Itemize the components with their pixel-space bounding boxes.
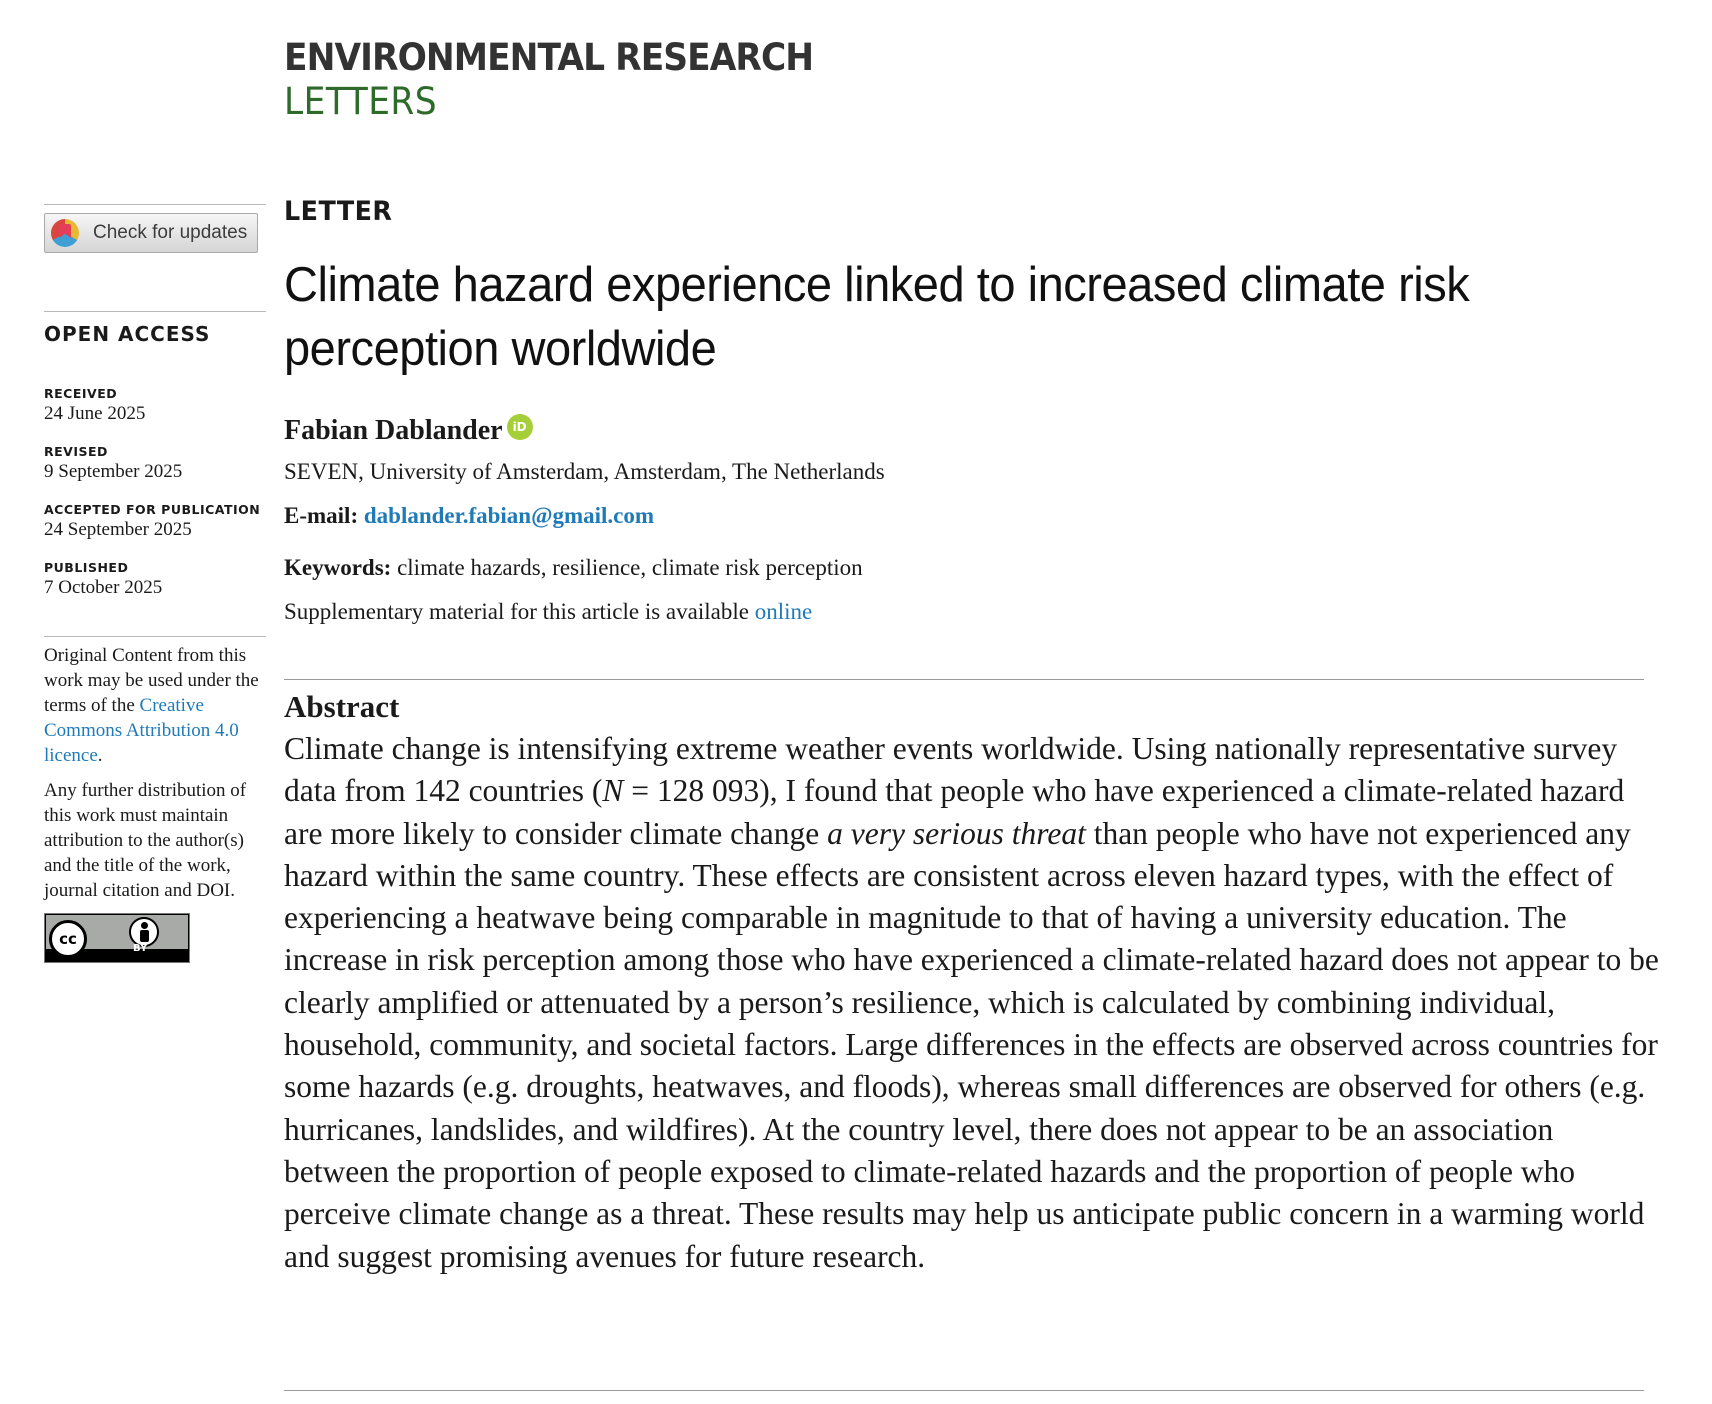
email-link[interactable]: dablander.fabian@gmail.com: [363, 503, 655, 528]
date-label: ACCEPTED FOR PUBLICATION: [44, 502, 261, 517]
by-label: BY: [133, 943, 148, 954]
sidebar: [44, 204, 266, 963]
abstract-body: [284, 728, 1659, 1278]
keywords-label: Keywords:: [284, 555, 392, 580]
date-label: REVISED: [44, 444, 108, 459]
journal-name-line1: ENVIRONMENTAL RESEARCH: [284, 36, 814, 79]
license-further: Any further distribution of this work must maintain attribution to the author(s) and the title of the work, journal citation and DOI.: [44, 780, 247, 901]
email-row: [284, 501, 1644, 531]
date-value: 24 September 2025: [44, 519, 192, 540]
email-label: E-mail:: [284, 503, 359, 528]
open-access-label: OPEN ACCESS: [44, 311, 266, 346]
supplementary-online-link[interactable]: online: [754, 599, 813, 624]
date-value: 7 October 2025: [44, 577, 163, 598]
article-title: Climate hazard experience linked to increased climate risk perception worldwide: [284, 258, 1470, 376]
cc-icon: cc: [49, 920, 87, 958]
abstract-n-value: = 128 093), I found that people who have experienced a climate-related hazard are more likely to consider climate change: [284, 773, 1625, 851]
date-value: 9 September 2025: [44, 461, 183, 482]
date-published: [44, 560, 266, 600]
author-name[interactable]: Fabian Dablander: [284, 415, 503, 446]
supplementary-row: [284, 597, 1644, 627]
check-for-updates-button[interactable]: [44, 213, 258, 253]
abstract-section: [284, 679, 1659, 1278]
abstract-part1: Climate change is intensifying extreme weather events worldwide. Using nationally representative survey data from 142 countries (: [284, 731, 1618, 809]
check-for-updates-label: Check for updates: [93, 222, 248, 243]
date-label: PUBLISHED: [44, 560, 129, 575]
abstract-emphasis: a very serious threat: [827, 815, 1086, 851]
abstract-heading: Abstract: [284, 689, 400, 724]
license-text: [44, 643, 266, 768]
author-row: [284, 415, 1644, 447]
cc-by-badge[interactable]: [44, 913, 190, 963]
affiliation: SEVEN, University of Amsterdam, Amsterdam, The Netherlands: [284, 459, 885, 484]
supplementary-text: Supplementary material for this article is available: [284, 599, 755, 624]
license-notice: [44, 636, 266, 963]
keywords-row: [284, 553, 1644, 583]
article-type: LETTER: [284, 196, 393, 227]
abstract-part2: than people who have not experienced any hazard within the same country. These effects are consistent across eleven hazard types, with the effect of experiencing a heatwave being comparable in magnitude to that of having a university education. The increase in risk perception among those who have experienced a climate-related hazard does not appear to be clearly amplified or attenuated by a person’s resilience, which is calculated by combining individual, household, community, and societal factors. Large differences in the effects are observed across countries for some hazards (e.g. droughts, heatwaves, and floods), whereas small differences are observed for others (e.g. hurricanes, landslides, and wildfires). At the country level, there does not appear to be an association between the proportion of people exposed to climate-related hazards and the proportion of people who perceive climate change as a threat. These results may help us anticipate public concern in a warming world and suggest promising avenues for future research.: [284, 815, 1659, 1274]
date-label: RECEIVED: [44, 386, 118, 401]
date-revised: [44, 444, 266, 484]
keywords-value: climate hazards, resilience, climate risk perception: [397, 555, 863, 580]
journal-logo: [284, 36, 853, 124]
n-symbol: N: [602, 773, 624, 809]
license-text-before: Original Content from this work may be used under the terms of the: [44, 645, 259, 716]
article-main: [284, 196, 1659, 1278]
divider: [44, 204, 266, 205]
bottom-divider: [284, 1390, 1644, 1391]
date-received: [44, 386, 266, 426]
date-accepted: [44, 502, 266, 542]
crossmark-icon: [51, 219, 79, 247]
date-value: 24 June 2025: [44, 403, 146, 424]
journal-name-line2: LETTERS: [284, 80, 438, 123]
license-text-after: .: [97, 745, 103, 766]
publication-dates: [44, 386, 266, 600]
orcid-icon[interactable]: iD: [507, 414, 533, 440]
cc-licence-link[interactable]: Creative Commons Attribution 4.0 licence: [44, 695, 239, 766]
